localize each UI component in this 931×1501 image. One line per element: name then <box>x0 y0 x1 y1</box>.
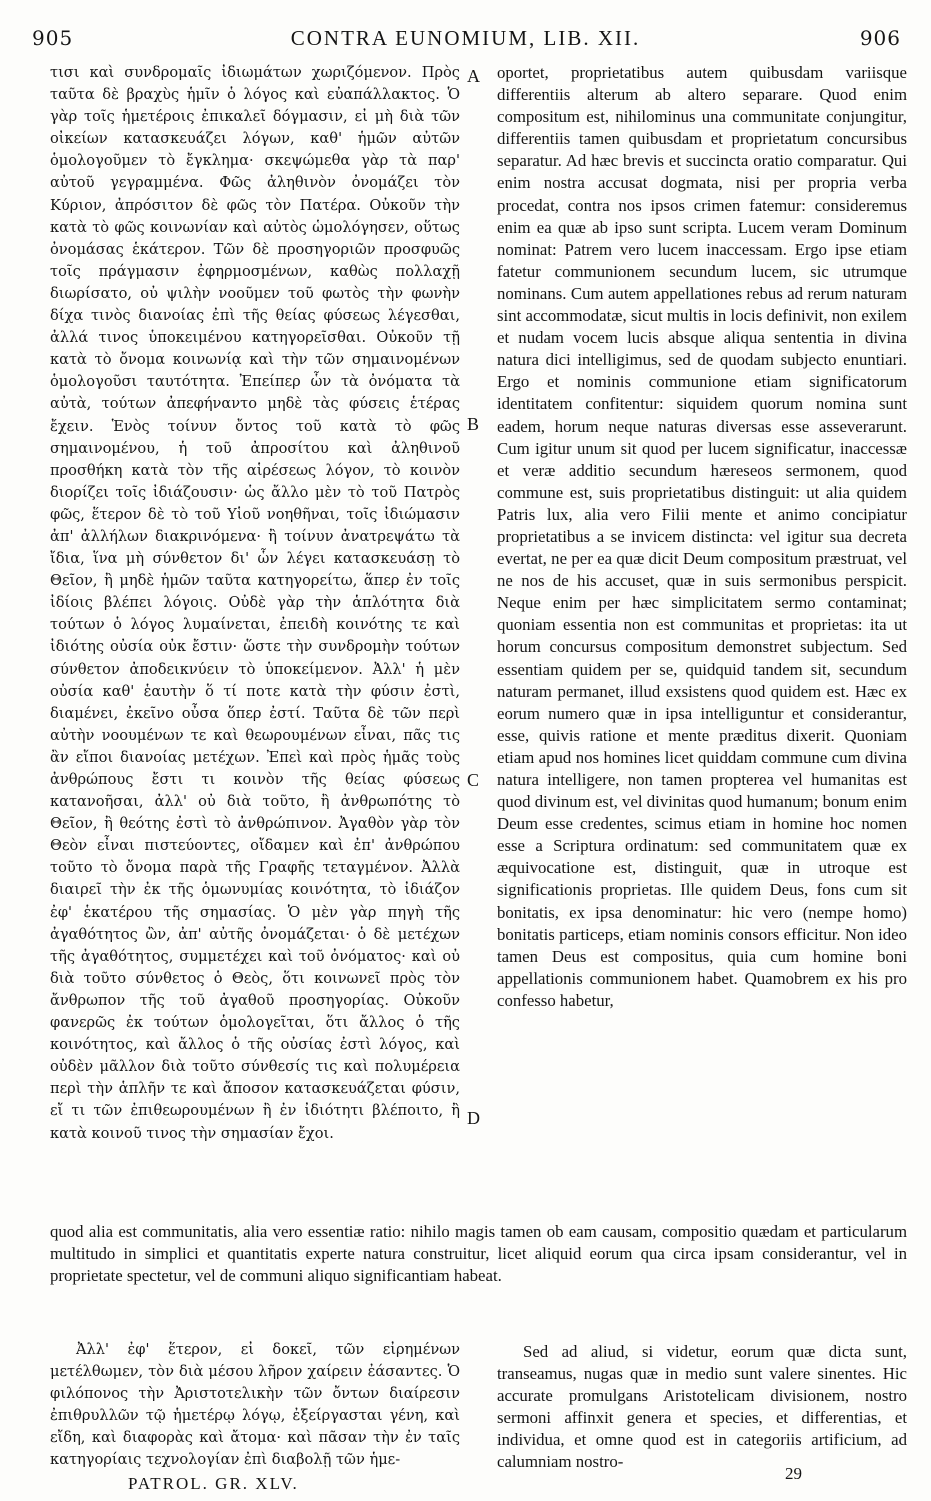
latin-text-bottom: Sed ad aliud, si videtur, eorum quæ dicta sunt, transeamus, nugas quæ in medio sunt valere sinentes. Hic accurate promulgans Aristotelicam divisionem, nostro sermoni affinxit genera et species, et differentias, et individua, et omne quod est in categoriis artificium, ad calumniam nostro- <box>497 1341 907 1471</box>
footer-page-number: 29 <box>785 1464 802 1483</box>
greek-text-bottom: Ἀλλ' ἐφ' ἕτερον, εἰ δοκεῖ, τῶν εἰρημένων μετέλθωμεν, τὸν διὰ μέσου λῆρον χαίρειν ἐάσαντες. Ὁ φιλόπονος τὴν Ἀριστοτελικὴν τῶν ὄντων διαίρεσιν ἐπιθρυλλῶν τῷ ἡμετέρῳ λόγῳ, ἐξείργασται γένη, καὶ εἴδη, καὶ διαφορὰς καὶ ἄτομα· καὶ πᾶσαν τὴν ἐν ταῖς κατηγορίαις τεχνολογίαν ἐπὶ διαβολῇ τῶν ἡμε- <box>50 1340 460 1468</box>
greek-column-top <box>50 62 460 1145</box>
latin-column-bottom <box>497 1324 907 1490</box>
latin-text-top: oportet, proprietatibus autem quibusdam variisque differentiis alterum ab altero separare. Quod enim compositum est, nihilominus una communitate conjungitur, differentiis tamen quibusdam et proprietatum concursibus separatur. Ad hæc brevis et succincta oratio comparatur. Qui enim nostra accusat dogmata, nisi per propria verba procedat, contra nos ipsos crimen fatemur: consideremus enim ea quæ ab ipso sunt scripta. Lucem veram Dominum nominat: Patrem vero lucem inaccessam. Ergo ipse etiam fatetur communionem secundum lucem, sic utrumque nominans. Cum autem appellationes rebus ad rerum naturam sint accommodatæ, sicut multis in locis definivit, non exilem et nudam vocem lucis absque aliqua sententia in divina natura dici intelligimus, sed de quodam subjecto enuntiari. Ergo et nominis communione etiam significatorum identitatem confitentur: siquidem quorum nomina sunt eadem, horum neque naturas diversas esse asseverarunt. Cum igitur unum sit quod per lucem significatur, inaccessæ et veræ additio secundum hæreseos sermonem, quod commune est, suis proprietatibus distinguit: ut alia quidem Patris lux, alia vero Filii mente et animo concipiatur proprietatibus a se invicem distincta: vel igitur sua decreta evertat, ne per ea quæ dicit Deum compositum præstruat, vel ne nos de his accuset, quæ in suis sermonibus perspicit. Neque enim per hæc simplicitatem sermo contaminat; quoniam essentia non est communitas et proprietas: ita ut horum concursus compositum demonstret subjectum. Sed essentiam quidem per se, quidquid tandem sit, secundum naturam permanet, illud exsistens quod quidem est. Hæc ex eorum numero quæ in ipsa intelliguntur et considerantur, esse, quivis ratione et mente præditus dixerit. Quoniam etiam apud nos homines licet quiddam commune cum divina natura intelligere, non tamen propterea vel humanitas est quod divinum est, vel divinitas quod humanum; bonum enim Deum esse credentes, scimus etiam in homine hoc nomen esse a Scriptura ordinatum: sed communitatem quæ ex æquivocatione est, distinguit, quæ in utroque est significationis proprietas. Ille quidem Deus, fons cum sit bonitatis, ex ipsa denominatur: hic vero (nempe homo) bonitatis particeps, etiam nominis consors efficitur. Non ideo tamen Deus est compositus, quia cum homine boni appellationis communionem habet. Quamobrem ex his pro confesso habetur, <box>497 63 907 1010</box>
section-marker-d: D <box>467 1108 480 1128</box>
footer-signature: PATROL. GR. XLV. <box>128 1474 299 1493</box>
latin-text-full: quod alia est communitatis, alia vero essentiæ ratio: nihilo magis tamen ob eam causam, compositio quædam et particularum multitudo in simplici et quantitatis experte natura construitur, licet aliquid eorum qua circa ipsam considerantur, vel in proprietate spectetur, vel de communi aliquo significantiam habeat. <box>50 1222 907 1285</box>
running-title: CONTRA EUNOMIUM, LIB. XII. <box>290 26 641 50</box>
column-number-right: 906 <box>859 26 901 50</box>
section-marker-a: A <box>467 66 480 86</box>
section-marker-b: B <box>467 414 480 434</box>
column-number-left: 905 <box>32 26 74 50</box>
latin-full-width-paragraph <box>50 1221 907 1287</box>
greek-column-bottom <box>50 1324 460 1485</box>
section-marker-c: C <box>467 770 480 790</box>
latin-column-top <box>497 62 907 1012</box>
greek-text-top: τισι καὶ συνδρομαῖς ἰδιωμάτων χωριζόμενον. Πρὸς ταῦτα δὲ βραχὺς ἡμῖν ὁ λόγος καὶ εὐαπάλλακτος. Ὁ γὰρ τοῖς ἡμετέροις ἐπικαλεῖ δόγμασιν, εἰ μὴ διὰ τῶν οἰκείων κατασκευάζει λόγων, καθ' ἡμῶν αὐτῶν ὁμολογοῦμεν τὸ ἔγκλημα· σκεψώμεθα γὰρ τὰ παρ' αὐτοῦ γεγραμμένα. Φῶς ἀληθινὸν ὀνομάζει τὸν Κύριον, ἀπρόσιτον δὲ φῶς τὸν Πατέρα. Οὐκοῦν τὴν κατὰ τὸ φῶς κοινωνίαν καὶ αὐτὸς ὡμολόγησεν, οὕτως ὀνομάσας ἑκάτερον. Τῶν δὲ προσηγοριῶν προσφυῶς τοῖς πράγμασιν ἐφηρμοσμένων, καθὼς πολλαχῇ διωρίσατο, οὐ ψιλὴν νοοῦμεν τοῦ φωτὸς τὴν φωνὴν δίχα τινὸς διανοίας ἐπὶ τῆς θείας φύσεως λέγεσθαι, ἀλλά τινος ὑποκειμένου κατηγορεῖσθαι. Οὐκοῦν τῇ κατὰ τὸ ὄνομα κοινωνίᾳ καὶ τὴν τῶν σημαινομένων ὁμολογοῦσι ταυτότητα. Ἐπείπερ ὧν τὰ ὀνόματα τὰ αὐτὰ, τούτων ἀπεφήναντο μηδὲ τὰς φύσεις ἑτέρας ἔχειν. Ἑνὸς τοίνυν ὄντος τοῦ κατὰ τὸ φῶς σημαινομένου, ἡ τοῦ ἀπροσίτου καὶ ἀληθινοῦ προσθήκη κατὰ τὸν τῆς αἱρέσεως λόγον, τὸ κοινὸν διορίζει τοῖς ἰδιάζουσιν· ὡς ἄλλο μὲν τὸ τοῦ Πατρὸς φῶς, ἕτερον δὲ τὸ τοῦ Υἱοῦ νοηθῆναι, τοῖς ἰδιώμασιν ἀπ' ἀλλήλων διακρινόμενα· ἢ τοίνυν ἀνατρεψάτω τὰ ἴδια, ἵνα μὴ σύνθετον δι' ὧν λέγει κατασκευάσῃ τὸ Θεῖον, ἢ μηδὲ ἡμῶν ταῦτα κατηγορείτω, ἅπερ ἐν τοῖς ἰδίοις βλέπει λόγοις. Οὐδὲ γὰρ τὴν ἁπλότητα διὰ τούτων ὁ λόγος λυμαίνεται, ἐπειδὴ κοινότης τε καὶ ἰδιότης οὐσία οὐκ ἔστιν· ὥστε τὴν συνδρομὴν τούτων σύνθετον ἀποδεικνύειν τὸ ὑποκείμενον. Ἀλλ' ἡ μὲν οὐσία καθ' ἑαυτὴν ὅ τί ποτε κατὰ τὴν φύσιν ἐστὶ, διαμένει, ἐκεῖνο οὖσα ὅπερ ἐστί. Ταῦτα δὲ τῶν περὶ αὐτὴν νοουμένων τε καὶ θεωρουμένων εἶναι, πᾶς τις ἂν εἴποι διανοίας μετέχων. Ἐπεὶ καὶ πρὸς ἡμᾶς τοὺς ἀνθρώπους ἔστι τι κοινὸν τῆς θείας φύσεως κατανοῆσαι, ἀλλ' οὐ διὰ τοῦτο, ἢ ἀνθρωπότης τὸ Θεῖον, ἢ θεότης ἐστὶ τὸ ἀνθρώπινον. Ἀγαθὸν γὰρ τὸν Θεὸν εἶναι πιστεύοντες, οἴδαμεν καὶ ἐπ' ἀνθρώπου τοῦτο τὸ ὄνομα παρὰ τῆς Γραφῆς τεταγμένον. Ἀλλὰ διαιρεῖ τὴν ἐκ τῆς ὁμωνυμίας κοινότητα, τὸ ἰδιάζον ἐφ' ἑκατέρου τῆς σημασίας. Ὁ μὲν γὰρ πηγὴ τῆς ἀγαθότητος ὢν, ἀπ' αὐτῆς ὀνομάζεται· ὁ δὲ μετέχων τῆς ἀγαθότητος, συμμετέχει καὶ τοῦ ὀνόματος· καὶ οὐ διὰ τοῦτο σύνθετος ὁ Θεὸς, ὅτι κοινωνεῖ πρὸς τὸν ἄνθρωπον τῆς τοῦ ἀγαθοῦ προσηγορίας. Οὐκοῦν φανερῶς ἐκ τούτων ὁμολογεῖται, ὅτι ἄλλος ὁ τῆς κοινότητος, καὶ ἄλλος ὁ τῆς οὐσίας ἐστὶ λόγος, καὶ οὐδὲν μᾶλλον διὰ τοῦτο σύνθεσίς τις καὶ πολυμέρεια περὶ τὴν ἁπλῆν τε καὶ ἄποσον κατασκευάζεται φύσιν, εἴ τι τῶν ἐπιθεωρουμένων ἢ ἐν ἰδιότητι βλέποιτο, ἢ κατὰ κοινοῦ τινος τὴν σημασίαν ἔχοι. <box>50 64 460 1142</box>
